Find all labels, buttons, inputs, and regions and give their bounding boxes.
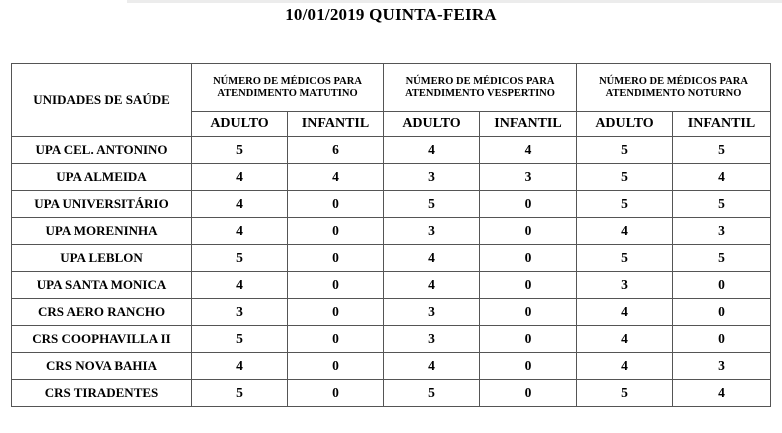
value-cell: 0	[673, 299, 771, 326]
table-row	[12, 380, 771, 407]
value-cell: 5	[384, 380, 480, 407]
value-cell: 4	[577, 299, 673, 326]
group-header-afternoon: NÚMERO DE MÉDICOS PARA ATENDIMENTO VESPERTINO	[384, 64, 577, 112]
unit-name-cell: CRS COOPHAVILLA II	[12, 326, 192, 353]
value-cell: 3	[577, 272, 673, 299]
value-cell: 5	[192, 326, 288, 353]
value-cell: 0	[288, 191, 384, 218]
value-cell: 3	[384, 326, 480, 353]
page-title: 10/01/2019 QUINTA-FEIRA	[285, 5, 497, 24]
value-cell: 5	[673, 137, 771, 164]
unit-name-cell: UPA CEL. ANTONINO	[12, 137, 192, 164]
value-cell: 5	[577, 137, 673, 164]
value-cell: 5	[192, 380, 288, 407]
unit-name-cell: CRS NOVA BAHIA	[12, 353, 192, 380]
value-cell: 0	[480, 326, 577, 353]
value-cell: 0	[288, 245, 384, 272]
value-cell: 0	[288, 218, 384, 245]
sub-header-child: INFANTIL	[288, 112, 384, 137]
value-cell: 6	[288, 137, 384, 164]
value-cell: 4	[577, 326, 673, 353]
unit-column-header: UNIDADES DE SAÚDE	[12, 64, 192, 137]
value-cell: 0	[288, 299, 384, 326]
table-row	[12, 299, 771, 326]
value-cell: 4	[384, 353, 480, 380]
doctors-schedule-table	[11, 63, 771, 407]
value-cell: 5	[192, 137, 288, 164]
value-cell: 3	[480, 164, 577, 191]
value-cell: 0	[480, 299, 577, 326]
table-row	[12, 218, 771, 245]
table-row	[12, 326, 771, 353]
value-cell: 5	[384, 191, 480, 218]
unit-name-cell: UPA ALMEIDA	[12, 164, 192, 191]
value-cell: 5	[577, 245, 673, 272]
value-cell: 0	[480, 380, 577, 407]
value-cell: 4	[192, 164, 288, 191]
sub-header-adult: ADULTO	[192, 112, 288, 137]
unit-name-cell: UPA SANTA MONICA	[12, 272, 192, 299]
group-header-night: NÚMERO DE MÉDICOS PARA ATENDIMENTO NOTURNO	[577, 64, 771, 112]
table-row	[12, 164, 771, 191]
value-cell: 3	[673, 353, 771, 380]
unit-name-cell: CRS AERO RANCHO	[12, 299, 192, 326]
value-cell: 4	[192, 353, 288, 380]
unit-name-cell: UPA LEBLON	[12, 245, 192, 272]
value-cell: 4	[384, 245, 480, 272]
value-cell: 0	[288, 326, 384, 353]
value-cell: 4	[577, 353, 673, 380]
value-cell: 4	[673, 380, 771, 407]
value-cell: 0	[480, 218, 577, 245]
table-row	[12, 272, 771, 299]
sub-header-child: INFANTIL	[673, 112, 771, 137]
value-cell: 0	[288, 353, 384, 380]
value-cell: 5	[673, 191, 771, 218]
value-cell: 0	[480, 272, 577, 299]
value-cell: 4	[192, 272, 288, 299]
value-cell: 0	[480, 191, 577, 218]
unit-name-cell: UPA UNIVERSITÁRIO	[12, 191, 192, 218]
value-cell: 0	[673, 272, 771, 299]
sub-header-child: INFANTIL	[480, 112, 577, 137]
value-cell: 3	[384, 299, 480, 326]
value-cell: 5	[577, 164, 673, 191]
value-cell: 3	[384, 218, 480, 245]
value-cell: 4	[480, 137, 577, 164]
value-cell: 4	[192, 218, 288, 245]
sub-header-adult: ADULTO	[384, 112, 480, 137]
value-cell: 5	[577, 191, 673, 218]
value-cell: 4	[673, 164, 771, 191]
value-cell: 4	[384, 272, 480, 299]
value-cell: 3	[192, 299, 288, 326]
value-cell: 4	[577, 218, 673, 245]
value-cell: 0	[288, 380, 384, 407]
value-cell: 0	[288, 272, 384, 299]
table-row	[12, 353, 771, 380]
table-row	[12, 137, 771, 164]
table-row	[12, 245, 771, 272]
sub-header-adult: ADULTO	[577, 112, 673, 137]
value-cell: 5	[577, 380, 673, 407]
value-cell: 5	[192, 245, 288, 272]
unit-name-cell: UPA MORENINHA	[12, 218, 192, 245]
top-edge-strip	[127, 0, 782, 3]
value-cell: 5	[673, 245, 771, 272]
value-cell: 3	[673, 218, 771, 245]
value-cell: 4	[288, 164, 384, 191]
value-cell: 4	[192, 191, 288, 218]
unit-name-cell: CRS TIRADENTES	[12, 380, 192, 407]
value-cell: 0	[673, 326, 771, 353]
value-cell: 4	[384, 137, 480, 164]
value-cell: 0	[480, 245, 577, 272]
group-header-morning: NÚMERO DE MÉDICOS PARA ATENDIMENTO MATUTINO	[192, 64, 384, 112]
table-row	[12, 191, 771, 218]
value-cell: 3	[384, 164, 480, 191]
value-cell: 0	[480, 353, 577, 380]
